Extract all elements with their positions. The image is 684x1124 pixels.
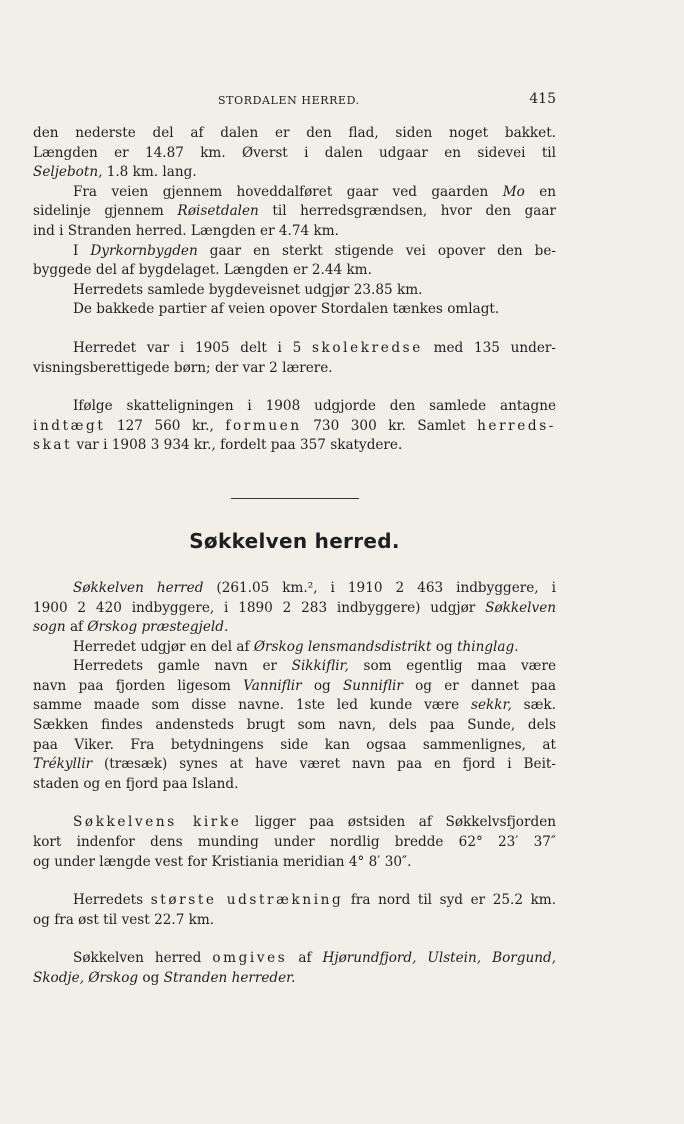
text-line: Herredets samlede bygdeveisnet udgjør 23.85 km.: [73, 281, 423, 298]
text-line: Fra veien gjennem hoveddalføret gaar ved gaarden Mo en: [73, 183, 557, 200]
text-line: Trékyllir (træsæk) synes at have været navn paa en fjord i Beit-: [33, 756, 556, 773]
place-name: Skodje, Ørskog: [33, 970, 139, 986]
spaced-term: omgives: [212, 950, 288, 967]
text-line: samme maade som disse navne. 1ste led kunde være sekkr, sæk.: [33, 697, 556, 714]
spaced-term: skat: [33, 437, 73, 454]
text-line: Sækken findes andensteds brugt som navn, dels paa Sunde, dels: [33, 717, 556, 734]
spaced-term: herreds-: [477, 417, 556, 434]
paragraph-borders: [33, 949, 556, 988]
place-name: Mo: [502, 183, 525, 200]
text-line: den nederste del af dalen er den flad, siden noget bakket.: [33, 125, 556, 141]
place-name: sogn: [33, 619, 66, 636]
text-line: De bakkede partier af veien opover Stordalen tænkes omlagt.: [73, 301, 500, 318]
running-title: STORDALEN HERRED.: [218, 94, 360, 107]
text-line: sogn af Ørskog præstegjeld.: [33, 619, 229, 636]
paragraph-tax-assessment: [33, 397, 556, 456]
text-line: Herredet udgjør en del af Ørskog lensmandsdistrikt og thinglag.: [73, 638, 519, 655]
place-name: Søkkelven herred: [73, 579, 204, 596]
text-line: 1900 2 420 indbyggere, i 1890 2 283 indbyggere) udgjør Søkkelven: [33, 599, 556, 616]
paragraph-extent: [33, 891, 556, 930]
paragraph-church: [33, 813, 556, 872]
paragraph-side-line: [33, 183, 556, 242]
text-line: visningsberettigede børn; der var 2 lærere.: [33, 359, 333, 376]
paragraph-old-name: [33, 657, 556, 794]
text-line: og under længde vest for Kristiania meridian 4° 8′ 30″.: [33, 853, 412, 870]
paragraph-area-population: [33, 579, 556, 638]
place-name: thinglag.: [457, 638, 519, 655]
section-title: Søkkelven herred.: [189, 528, 400, 553]
text-line: Søkkelvens kirke ligger paa østsiden af Søkkelvsfjorden: [73, 814, 556, 831]
text-line: Søkkelven herred omgives af Hjørundfjord, Ulstein, Borgund,: [73, 950, 556, 967]
place-name: Søkkelven: [485, 599, 556, 616]
book-page: [33, 88, 556, 989]
text-line: og fra øst til vest 22.7 km.: [33, 911, 215, 928]
paragraph-valley-road: [33, 124, 556, 183]
spaced-term: Søkkelvens kirke: [73, 814, 242, 831]
text-line: byggede del af bygdelaget. Længden er 2.44 km.: [33, 262, 372, 279]
paragraph-school-districts: [33, 339, 556, 378]
body-text: [33, 124, 556, 989]
page-number: 415: [529, 91, 556, 107]
text-line: Herredets største udstrækning fra nord til syd er 25.2 km.: [73, 892, 557, 909]
paragraph-district: [33, 638, 556, 658]
text-line: ind i Stranden herred. Længden er 4.74 km.: [33, 222, 339, 239]
spaced-term: indtægt: [33, 417, 106, 434]
text-line: Herredets gamle navn er Sikkiflir, som egentlig maa være: [73, 658, 557, 675]
spaced-term: skolekredse: [311, 339, 423, 356]
text-line: navn paa fjorden ligesom Vanniflir og Sunniflir og er dannet paa: [33, 677, 556, 694]
text-line: Søkkelven herred (261.05 km.², i 1910 2 463 indbyggere, i: [73, 579, 556, 596]
place-name: Ørskog præstegjeld.: [87, 619, 229, 636]
spaced-term: største udstrækning: [150, 892, 344, 909]
place-name: Sikkiflir,: [291, 658, 349, 675]
text-line: paa Viker. Fra betydningens side kan ogsaa sammenlignes, at: [33, 736, 556, 753]
paragraph-road-network: [33, 281, 556, 301]
spaced-term: formuen: [225, 417, 302, 434]
text-line: staden og en fjord paa Island.: [33, 775, 239, 792]
text-line: Ifølge skatteligningen i 1908 udgjorde den samlede antagne: [73, 398, 556, 415]
section-divider: [231, 498, 359, 499]
text-line: skat var i 1908 3 934 kr., fordelt paa 357 skatydere.: [33, 437, 403, 454]
paragraph-dyrkornbygden: [33, 242, 556, 281]
place-name: Sunniflir: [342, 677, 403, 694]
place-name: Stranden herreder.: [163, 970, 296, 986]
text-line: Længden er 14.87 km. Øverst i dalen udgaar en sidevei til: [33, 144, 556, 161]
text-line: Skodje, Ørskog og Stranden herreder.: [33, 970, 296, 986]
place-name: Røisetdalen: [177, 203, 259, 220]
place-name: Vanniflir: [243, 677, 302, 694]
text-line: indtægt 127 560 kr., formuen 730 300 kr. Samlet herreds-: [33, 417, 556, 434]
place-name: sekkr,: [470, 697, 512, 714]
paragraph-hilly-parts: [33, 300, 556, 320]
place-name: Hjørundfjord, Ulstein, Borgund,: [322, 950, 556, 967]
place-name: Seljebotn,: [33, 164, 103, 181]
text-line: Seljebotn, 1.8 km. lang.: [33, 164, 197, 181]
place-name: Dyrkornbygden: [90, 242, 198, 259]
running-head: [33, 88, 556, 110]
text-line: kort indenfor dens munding under nordlig bredde 62° 23′ 37″: [33, 834, 556, 851]
place-name: Ørskog lensmandsdistrikt: [253, 638, 432, 655]
place-name: Trékyllir: [33, 756, 93, 773]
text-line: sidelinje gjennem Røisetdalen til herredsgrændsen, hvor den gaar: [33, 203, 556, 220]
text-line: Herredet var i 1905 delt i 5 skolekredse med 135 under-: [73, 339, 556, 356]
text-line: I Dyrkornbygden gaar en sterkt stigende vei opover den be-: [73, 242, 556, 259]
